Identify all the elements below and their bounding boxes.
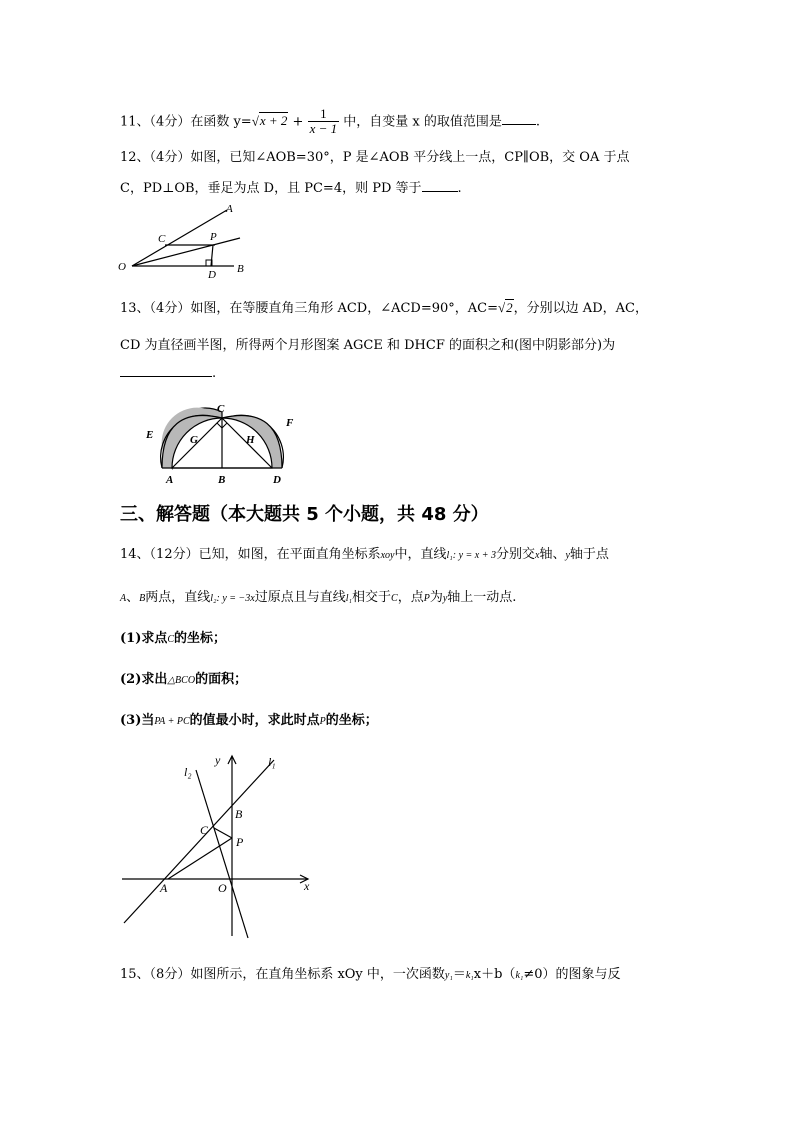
q12-line1: 12、（4分）如图，已知∠AOB=30°，P 是∠AOB 平分线上一点，CP∥OB，交 OA 于点	[120, 150, 630, 165]
section-heading: 三、解答题（本大题共 5 个小题，共 48 分）	[120, 504, 489, 525]
q13-line2: CD 为直径画半图，所得两个月形图案 AGCE 和 DHCF 的面积之和(图中阴影部分)为	[120, 338, 616, 353]
label-D: D	[273, 474, 281, 486]
q14-part3: (3)当PA + PC的值最小时，求此时点P的坐标；	[120, 713, 378, 728]
q11-plus: +	[292, 114, 304, 130]
label-D: D	[208, 269, 216, 280]
label-C: C	[158, 233, 166, 245]
label-E: E	[146, 429, 154, 441]
label-H: H	[246, 434, 255, 446]
q13-sqrt: √2	[498, 300, 513, 315]
q13-line3: .	[120, 366, 216, 381]
q11-line: 11、（4分）在函数 y=√x + 2 + $\frac{1}{x - 1}$ 中，自变量 x 的取值范围是 .	[120, 106, 540, 137]
label-A: A	[160, 881, 168, 895]
q14-part2: (2)求出△BCO的面积；	[120, 672, 248, 687]
label-G: G	[190, 434, 198, 446]
label-l2: l₂	[184, 765, 192, 779]
label-O: O	[218, 881, 227, 895]
answer-blank[interactable]	[422, 191, 458, 192]
q14-figure	[118, 748, 328, 940]
label-A: A	[166, 474, 174, 486]
q11-sqrt: √x + 2	[251, 113, 288, 129]
q12-figure	[112, 200, 262, 280]
label-x: x	[304, 879, 310, 893]
label-C: C	[200, 823, 209, 837]
label-F: F	[286, 417, 294, 429]
q14-part1: (1)求点C的坐标；	[120, 631, 227, 646]
label-P: P	[210, 231, 217, 243]
label-P: P	[236, 835, 244, 849]
answer-blank[interactable]	[120, 376, 212, 377]
label-O: O	[118, 261, 126, 273]
q14-line2: A、B两点，直线l₂: y = −3x过原点且与直线l₁相交于C，点P为y轴上一动点.	[120, 590, 517, 605]
label-B: B	[235, 807, 243, 821]
q14-line1: 14、（12分）已知，如图，在平面直角坐标系xoy中，直线l₁: y = x + 3分别交x轴、y轴于点	[120, 547, 609, 562]
q11-prefix: 11、（4分）在函数 y=	[120, 114, 252, 130]
answer-blank[interactable]	[502, 124, 536, 125]
label-A: A	[226, 203, 233, 215]
q11-suffix: 中，自变量 x 的取值范围是	[343, 114, 502, 130]
q11-fraction: $\frac{1}{x - 1}$	[309, 106, 338, 137]
q12-line2: C，PD⊥OB，垂足为点 D，且 PC=4，则 PD 等于 .	[120, 181, 462, 196]
label-B: B	[218, 474, 226, 486]
label-y: y	[215, 753, 221, 767]
label-l1: l₁	[268, 755, 276, 769]
label-C: C	[217, 403, 225, 415]
label-B: B	[237, 263, 244, 275]
q15-line1: 15、（8分）如图所示，在直角坐标系 xOy 中，一次函数y₁＝k₁x＋b（k₁≠0）的图象与反	[120, 967, 621, 982]
q13-line1: 13、（4分）如图，在等腰直角三角形 ACD，∠ACD=90°，AC=√2，分别以边 AD，AC，	[120, 300, 648, 316]
q13-figure	[140, 398, 310, 488]
